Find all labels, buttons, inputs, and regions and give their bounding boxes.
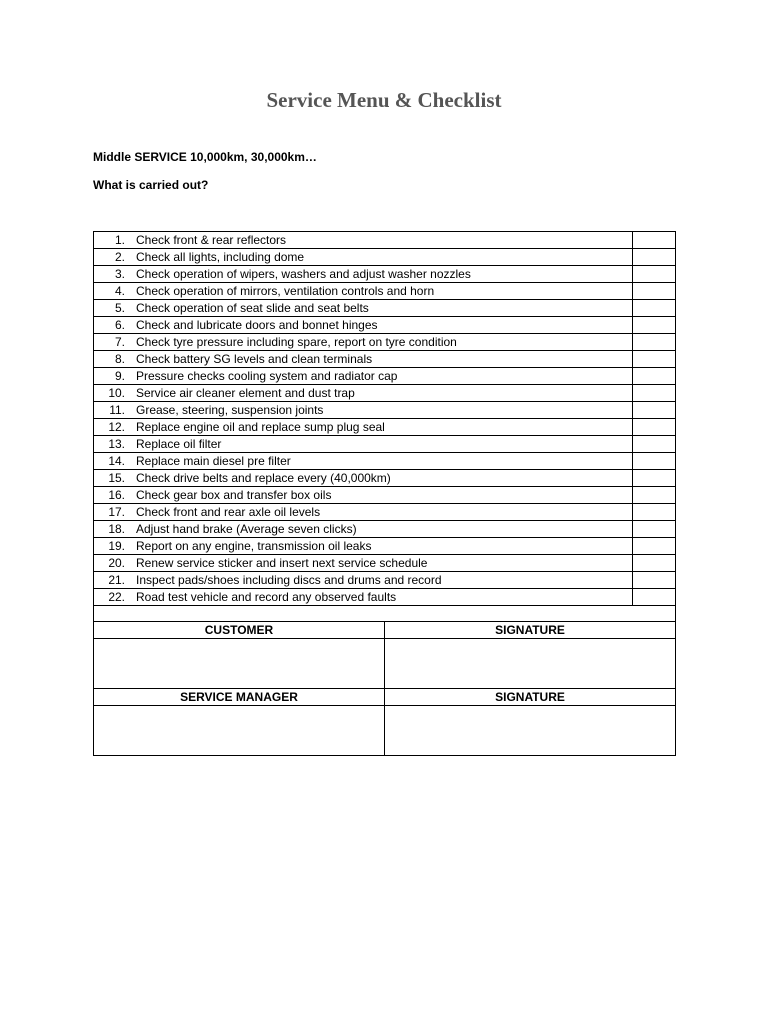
checklist-row: [94, 589, 676, 606]
checklist-row: [94, 283, 676, 300]
checklist-tick-box[interactable]: [633, 538, 676, 555]
checklist-item-number: 12.: [108, 420, 125, 434]
checklist-tick-box[interactable]: [633, 555, 676, 572]
checklist-tick-box[interactable]: [633, 572, 676, 589]
checklist-tick-box[interactable]: [633, 453, 676, 470]
checklist-item-number: 13.: [108, 437, 125, 451]
checklist-item-number: 14.: [108, 454, 125, 468]
service-interval-line: Middle SERVICE 10,000km, 30,000km…: [93, 150, 317, 164]
service-manager-label: SERVICE MANAGER: [94, 689, 385, 706]
checklist-row: [94, 419, 676, 436]
checklist-item-cell: [94, 555, 633, 572]
customer-signature-label: SIGNATURE: [385, 622, 676, 639]
checklist-item-cell: [94, 419, 633, 436]
checklist-row: [94, 453, 676, 470]
checklist-tick-box[interactable]: [633, 249, 676, 266]
checklist-item-number: 18.: [108, 522, 125, 536]
checklist-row: [94, 334, 676, 351]
checklist-item-number: 9.: [114, 369, 125, 383]
checklist-item-text: Check front and rear axle oil levels: [136, 505, 321, 519]
service-manager-name-field[interactable]: [94, 706, 385, 756]
checklist-item-number: 16.: [108, 488, 125, 502]
checklist-item-cell: [94, 589, 633, 606]
checklist-item-text: Check drive belts and replace every (40,000km): [136, 471, 391, 485]
checklist-tick-box[interactable]: [633, 283, 676, 300]
page-title: Service Menu & Checklist: [266, 88, 502, 112]
checklist-item-number: 5.: [114, 301, 125, 315]
checklist-item-number: 6.: [114, 318, 125, 332]
manager-entry-row: [94, 706, 676, 756]
checklist-item-cell: [94, 300, 633, 317]
checklist-item-cell: [94, 538, 633, 555]
checklist-item-text: Road test vehicle and record any observed faults: [136, 590, 397, 604]
checklist-item-cell: [94, 334, 633, 351]
checklist-tick-box[interactable]: [633, 368, 676, 385]
checklist-row: [94, 521, 676, 538]
checklist-item-text: Adjust hand brake (Average seven clicks): [136, 522, 357, 536]
checklist-spacer-row: [94, 606, 676, 622]
checklist-item-number: 17.: [108, 505, 125, 519]
checklist-row: [94, 368, 676, 385]
checklist-item-cell: [94, 368, 633, 385]
checklist-item-cell: [94, 487, 633, 504]
customer-entry-row: [94, 639, 676, 689]
checklist-tick-box[interactable]: [633, 504, 676, 521]
signoff-table: [93, 621, 676, 756]
checklist-item-cell: [94, 351, 633, 368]
checklist-item-text: Check gear box and transfer box oils: [136, 488, 332, 502]
customer-header-row: [94, 622, 676, 639]
checklist-tick-box[interactable]: [633, 589, 676, 606]
customer-name-field[interactable]: [94, 639, 385, 689]
checklist-tick-box[interactable]: [633, 317, 676, 334]
customer-label: CUSTOMER: [94, 622, 385, 639]
checklist-item-text: Check and lubricate doors and bonnet hinges: [136, 318, 378, 332]
checklist-item-cell: [94, 436, 633, 453]
checklist-item-cell: [94, 317, 633, 334]
checklist-row: [94, 402, 676, 419]
checklist-item-text: Service air cleaner element and dust trap: [136, 386, 355, 400]
checklist-row: [94, 266, 676, 283]
checklist-tick-box[interactable]: [633, 351, 676, 368]
checklist-item-cell: [94, 521, 633, 538]
checklist-row: [94, 232, 676, 249]
checklist-item-cell: [94, 470, 633, 487]
checklist-tick-box[interactable]: [633, 419, 676, 436]
checklist-item-number: 2.: [114, 250, 125, 264]
checklist-item-number: 4.: [114, 284, 125, 298]
checklist-item-text: Check operation of seat slide and seat belts: [136, 301, 369, 315]
checklist-item-text: Check all lights, including dome: [136, 250, 305, 264]
carried-out-heading: What is carried out?: [93, 178, 209, 192]
checklist-item-text: Check operation of mirrors, ventilation controls and horn: [136, 284, 435, 298]
checklist-row: [94, 504, 676, 521]
checklist-row: [94, 436, 676, 453]
checklist-item-cell: [94, 232, 633, 249]
checklist-row: [94, 487, 676, 504]
checklist-item-text: Check front & rear reflectors: [136, 233, 287, 247]
checklist-item-number: 7.: [114, 335, 125, 349]
manager-header-row: [94, 689, 676, 706]
checklist-item-cell: [94, 266, 633, 283]
checklist-row: [94, 317, 676, 334]
checklist-item-cell: [94, 504, 633, 521]
checklist-tick-box[interactable]: [633, 436, 676, 453]
checklist-item-text: Grease, steering, suspension joints: [136, 403, 324, 417]
checklist-item-cell: [94, 283, 633, 300]
checklist-tick-box[interactable]: [633, 300, 676, 317]
checklist-row: [94, 538, 676, 555]
checklist-item-text: Report on any engine, transmission oil leaks: [136, 539, 372, 553]
checklist-tick-box[interactable]: [633, 232, 676, 249]
checklist-tick-box[interactable]: [633, 402, 676, 419]
checklist-tick-box[interactable]: [633, 266, 676, 283]
checklist-tick-box[interactable]: [633, 521, 676, 538]
checklist-item-number: 3.: [114, 267, 125, 281]
checklist-row: [94, 572, 676, 589]
checklist-row: [94, 385, 676, 402]
checklist-item-number: 10.: [108, 386, 125, 400]
checklist-item-text: Replace oil filter: [136, 437, 222, 451]
checklist-row: [94, 249, 676, 266]
checklist-tick-box[interactable]: [633, 470, 676, 487]
checklist-item-cell: [94, 402, 633, 419]
checklist-item-cell: [94, 249, 633, 266]
checklist-row: [94, 470, 676, 487]
checklist-item-number: 8.: [114, 352, 125, 366]
checklist-item-number: 20.: [108, 556, 125, 570]
checklist-item-text: Check tyre pressure including spare, report on tyre condition: [136, 335, 457, 349]
manager-signature-label: SIGNATURE: [385, 689, 676, 706]
checklist-spacer-cell: [94, 606, 676, 622]
checklist-row: [94, 300, 676, 317]
checklist-item-cell: [94, 453, 633, 470]
checklist-row: [94, 555, 676, 572]
checklist-item-number: 1.: [114, 233, 125, 247]
checklist-item-text: Replace engine oil and replace sump plug seal: [136, 420, 385, 434]
checklist-item-number: 19.: [108, 539, 125, 553]
checklist-item-number: 22.: [108, 590, 125, 604]
checklist-item-text: Check battery SG levels and clean terminals: [136, 352, 373, 366]
checklist-row: [94, 351, 676, 368]
checklist-item-cell: [94, 572, 633, 589]
checklist-item-text: Check operation of wipers, washers and adjust washer nozzles: [136, 267, 471, 281]
checklist-item-number: 21.: [108, 573, 125, 587]
checklist-item-text: Pressure checks cooling system and radiator cap: [136, 369, 398, 383]
service-checklist-table: [93, 231, 676, 622]
checklist-body: [94, 232, 676, 622]
checklist-item-cell: [94, 385, 633, 402]
checklist-item-text: Renew service sticker and insert next service schedule: [136, 556, 428, 570]
checklist-tick-box[interactable]: [633, 385, 676, 402]
manager-signature-field[interactable]: [385, 706, 676, 756]
checklist-item-text: Inspect pads/shoes including discs and drums and record: [136, 573, 442, 587]
checklist-item-text: Replace main diesel pre filter: [136, 454, 291, 468]
checklist-item-number: 11.: [109, 403, 125, 417]
customer-signature-field[interactable]: [385, 639, 676, 689]
checklist-tick-box[interactable]: [633, 487, 676, 504]
checklist-tick-box[interactable]: [633, 334, 676, 351]
checklist-item-number: 15.: [108, 471, 125, 485]
